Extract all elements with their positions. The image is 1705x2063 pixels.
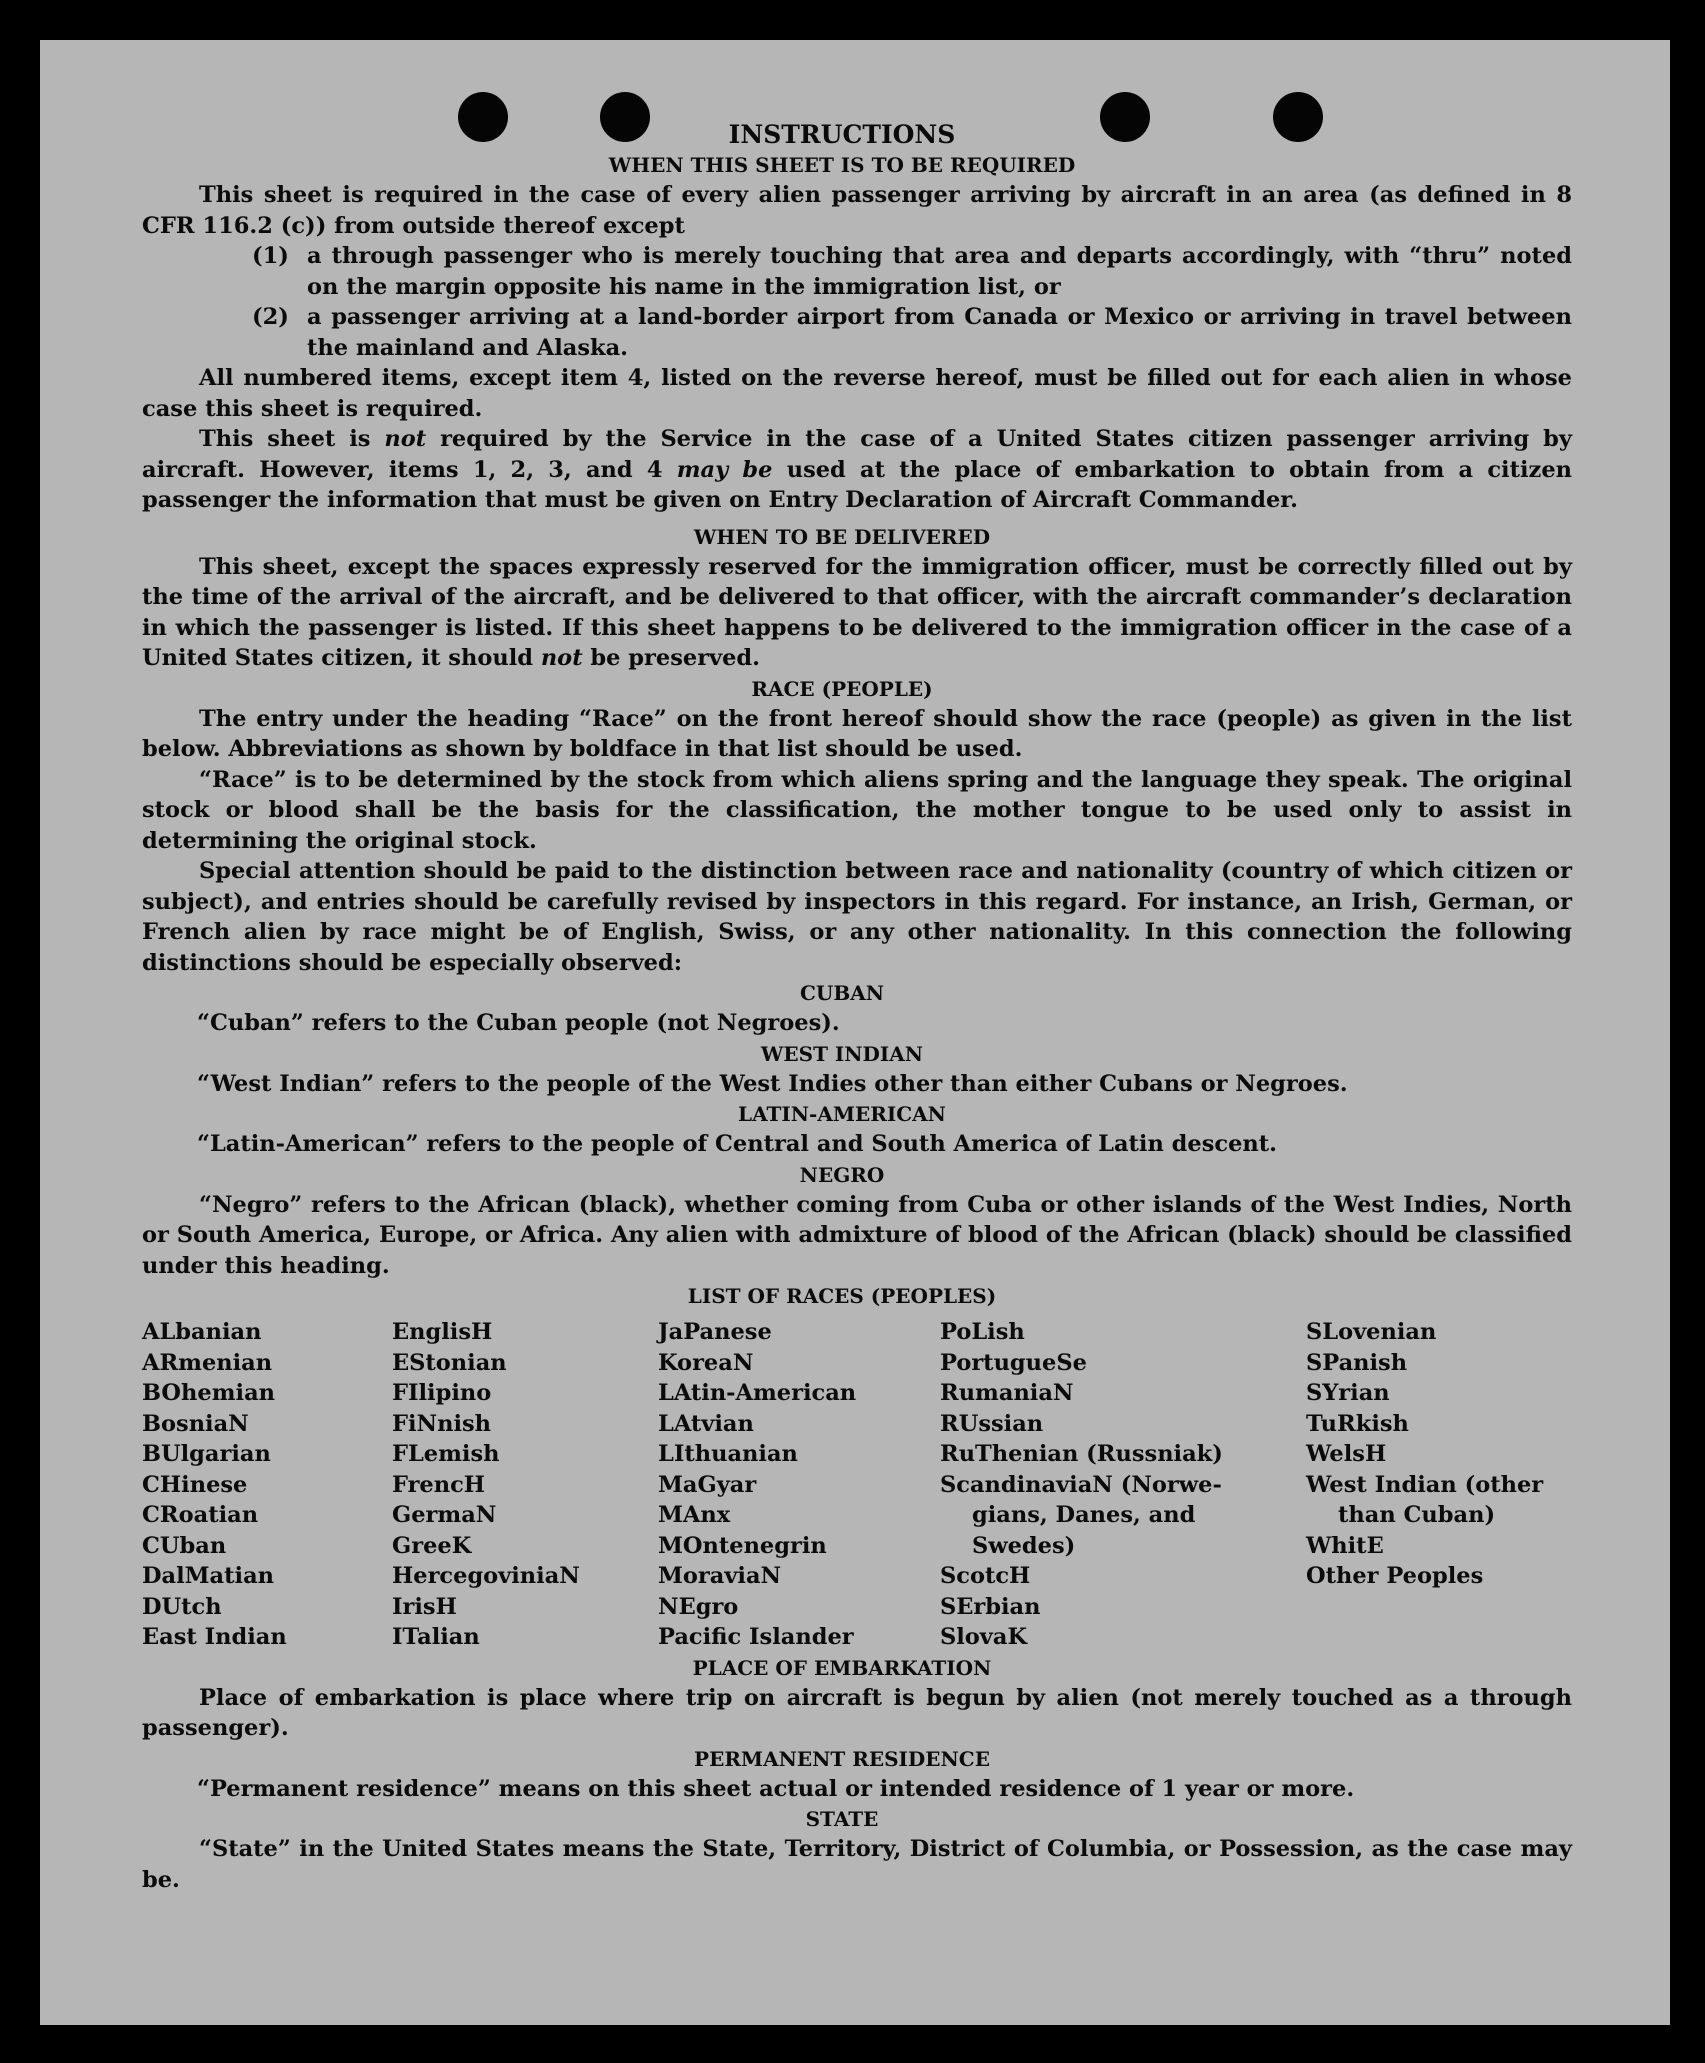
race-item: East Indian bbox=[142, 1624, 287, 1650]
document-page bbox=[40, 40, 1670, 2025]
race-item: SErbian bbox=[940, 1593, 1041, 1620]
races-column bbox=[1306, 1317, 1543, 1653]
emphasis: not bbox=[540, 645, 583, 671]
race-item: FiNnish bbox=[392, 1410, 492, 1437]
race-item: BUlgarian bbox=[142, 1441, 271, 1467]
paragraph: “State” in the United States means the State, Territory, District of Columbia, or Possession, as the case may be. bbox=[142, 1836, 1572, 1893]
race-item: MOntenegrin bbox=[658, 1532, 827, 1559]
item-text: a passenger arriving at a land-border airport from Canada or Mexico or arriving in travel between the mainland and Alaska. bbox=[307, 304, 1572, 361]
race-item: MAnx bbox=[658, 1502, 731, 1528]
race-item: JaPanese bbox=[658, 1319, 772, 1345]
section-heading: RACE (PEOPLE) bbox=[751, 676, 933, 701]
page-title: INSTRUCTIONS bbox=[728, 120, 956, 149]
races-column bbox=[392, 1317, 658, 1653]
race-item: WhitE bbox=[1306, 1532, 1384, 1559]
race-item: BosniaN bbox=[142, 1410, 249, 1437]
race-item: ALbanian bbox=[142, 1319, 262, 1345]
definition: “Permanent residence” means on this sheet actual or intended residence of 1 year or more. bbox=[197, 1775, 1355, 1802]
text-run: This sheet, except the spaces expressly reserved for the immigration officer, must be correctly filled out by the time of the arrival of the aircraft, and be delivered to that officer, with the aircraft commander’s declaration in which the passenger is listed. If this sheet happens to be delivered to the immigration officer in the case of a United States citizen, it should bbox=[142, 553, 1572, 671]
section-heading: WHEN THIS SHEET IS TO BE REQUIRED bbox=[608, 153, 1076, 177]
section-heading: PLACE OF EMBARKATION bbox=[692, 1655, 992, 1680]
race-item: DUtch bbox=[142, 1593, 222, 1620]
race-item: Pacific Islander bbox=[658, 1624, 854, 1650]
race-item: LAtin-American bbox=[658, 1380, 857, 1406]
definition: “West Indian” refers to the people of the West Indies other than either Cubans or Negroes. bbox=[197, 1070, 1348, 1097]
item-number: (1) bbox=[252, 243, 289, 269]
race-item: EnglisH bbox=[392, 1319, 493, 1345]
paragraph: Place of embarkation is place where trip on aircraft is begun by alien (not merely touched as a through passenger). bbox=[142, 1684, 1572, 1741]
race-item: DalMatian bbox=[142, 1563, 275, 1589]
section-heading: CUBAN bbox=[799, 981, 885, 1005]
races-column bbox=[142, 1317, 392, 1653]
race-item: WelsH bbox=[1306, 1441, 1387, 1467]
text-run: be preserved. bbox=[582, 645, 761, 671]
text-run: This sheet is bbox=[199, 426, 385, 452]
paragraph: “Negro” refers to the African (black), whether coming from Cuba or other islands of the West Indies, North or South America, Europe, or Africa. Any alien with admixture of blood of the African (black) should be classified under this heading. bbox=[142, 1191, 1572, 1279]
paragraph: This sheet is required in the case of every alien passenger arriving by aircraft in an area (as defined in 8 CFR 116.2 (c)) from outside thereof except bbox=[142, 182, 1572, 239]
race-item: HercegoviniaN bbox=[392, 1563, 580, 1589]
race-item: RumaniaN bbox=[940, 1380, 1074, 1406]
race-item: FrencH bbox=[392, 1471, 486, 1498]
race-item: SlovaK bbox=[940, 1624, 1028, 1650]
item-number: (2) bbox=[252, 304, 289, 330]
race-item: CRoatian bbox=[142, 1502, 259, 1528]
emphasis: may be bbox=[676, 456, 773, 483]
section-heading: LIST OF RACES (PEOPLES) bbox=[687, 1284, 997, 1308]
race-item: West Indian (other bbox=[1306, 1471, 1544, 1498]
race-item: ITalian bbox=[392, 1624, 480, 1650]
race-item: CUban bbox=[142, 1532, 227, 1559]
race-item: gians, Danes, and bbox=[972, 1502, 1196, 1528]
race-item: ScandinaviaN (Norwe- bbox=[940, 1471, 1222, 1498]
definition: “Latin-American” refers to the people of Central and South America of Latin descent. bbox=[197, 1131, 1277, 1157]
section-heading: WEST INDIAN bbox=[760, 1041, 924, 1066]
race-item: RuThenian (Russniak) bbox=[940, 1441, 1223, 1467]
race-item: FLemish bbox=[392, 1441, 500, 1467]
paragraph: All numbered items, except item 4, listed on the reverse hereof, must be filled out for each alien in whose case this sheet is required. bbox=[142, 365, 1572, 422]
race-item: EStonian bbox=[392, 1349, 507, 1376]
paragraph: The entry under the heading “Race” on the front hereof should show the race (people) as given in the list below. Abbreviations as shown by boldface in that list should be used. bbox=[142, 705, 1572, 762]
text-run: used at the place of embarkation to obtain from a citizen passenger the information that must be given on Entry Declaration of Aircraft Commander. bbox=[142, 456, 1572, 513]
section-heading: WHEN TO BE DELIVERED bbox=[693, 524, 991, 549]
text-run: required by the Service in the case of a United States citizen passenger arriving by aircraft. However, items 1, 2, 3, and 4 bbox=[142, 426, 1572, 483]
paragraph: Special attention should be paid to the distinction between race and nationality (country of which citizen or subject), and entries should be carefully revised by inspectors in this regard. For instance, an Irish, German, or French alien by race might be of English, Swiss, or any other nationality. In this connection the following distinctions should be especially observed: bbox=[142, 858, 1572, 976]
races-list bbox=[142, 1317, 1572, 1653]
race-item: SLovenian bbox=[1306, 1319, 1437, 1345]
race-item: PortugueSe bbox=[940, 1349, 1087, 1376]
race-item: than Cuban) bbox=[1338, 1502, 1496, 1528]
race-item: FIlipino bbox=[392, 1380, 492, 1406]
paragraph bbox=[142, 424, 1572, 516]
race-item: TuRkish bbox=[1306, 1410, 1409, 1437]
item-text: a through passenger who is merely touching that area and departs accordingly, with “thru” noted on the margin opposite his name in the immigration list, or bbox=[307, 243, 1572, 300]
section-heading: PERMANENT RESIDENCE bbox=[694, 1746, 990, 1771]
race-item: LAtvian bbox=[658, 1410, 754, 1437]
race-item: IrisH bbox=[392, 1593, 457, 1620]
instructions-body bbox=[142, 120, 1572, 1895]
paragraph: “Race” is to be determined by the stock from which aliens spring and the language they speak. The original stock or blood shall be the basis for the classification, the mother tongue to be used only to assist in determining the original stock. bbox=[142, 766, 1572, 854]
emphasis: not bbox=[384, 426, 427, 452]
races-column bbox=[658, 1317, 940, 1653]
races-column bbox=[940, 1317, 1306, 1653]
race-item: ScotcH bbox=[940, 1563, 1031, 1589]
list-item bbox=[142, 302, 1572, 363]
race-item: Other Peoples bbox=[1306, 1563, 1484, 1589]
race-item: GreeK bbox=[392, 1532, 472, 1559]
race-item: PoLish bbox=[940, 1319, 1025, 1345]
section-heading: LATIN-AMERICAN bbox=[738, 1102, 946, 1126]
race-item: ARmenian bbox=[142, 1349, 273, 1376]
race-item: LIthuanian bbox=[658, 1441, 798, 1467]
race-item: BOhemian bbox=[142, 1380, 276, 1406]
race-item: NEgro bbox=[658, 1593, 739, 1620]
race-item: SYrian bbox=[1306, 1380, 1390, 1406]
race-item: MaGyar bbox=[658, 1471, 757, 1498]
section-heading: NEGRO bbox=[799, 1162, 885, 1187]
list-item bbox=[142, 241, 1572, 302]
race-item: MoraviaN bbox=[658, 1563, 782, 1589]
race-item: Swedes) bbox=[972, 1532, 1076, 1559]
race-item: CHinese bbox=[142, 1471, 248, 1498]
paragraph bbox=[142, 552, 1572, 674]
section-heading: STATE bbox=[805, 1807, 879, 1831]
race-item: KoreaN bbox=[658, 1349, 754, 1376]
race-item: SPanish bbox=[1306, 1349, 1408, 1376]
race-item: GermaN bbox=[392, 1502, 497, 1528]
definition: “Cuban” refers to the Cuban people (not Negroes). bbox=[197, 1010, 840, 1036]
race-item: RUssian bbox=[940, 1410, 1044, 1437]
